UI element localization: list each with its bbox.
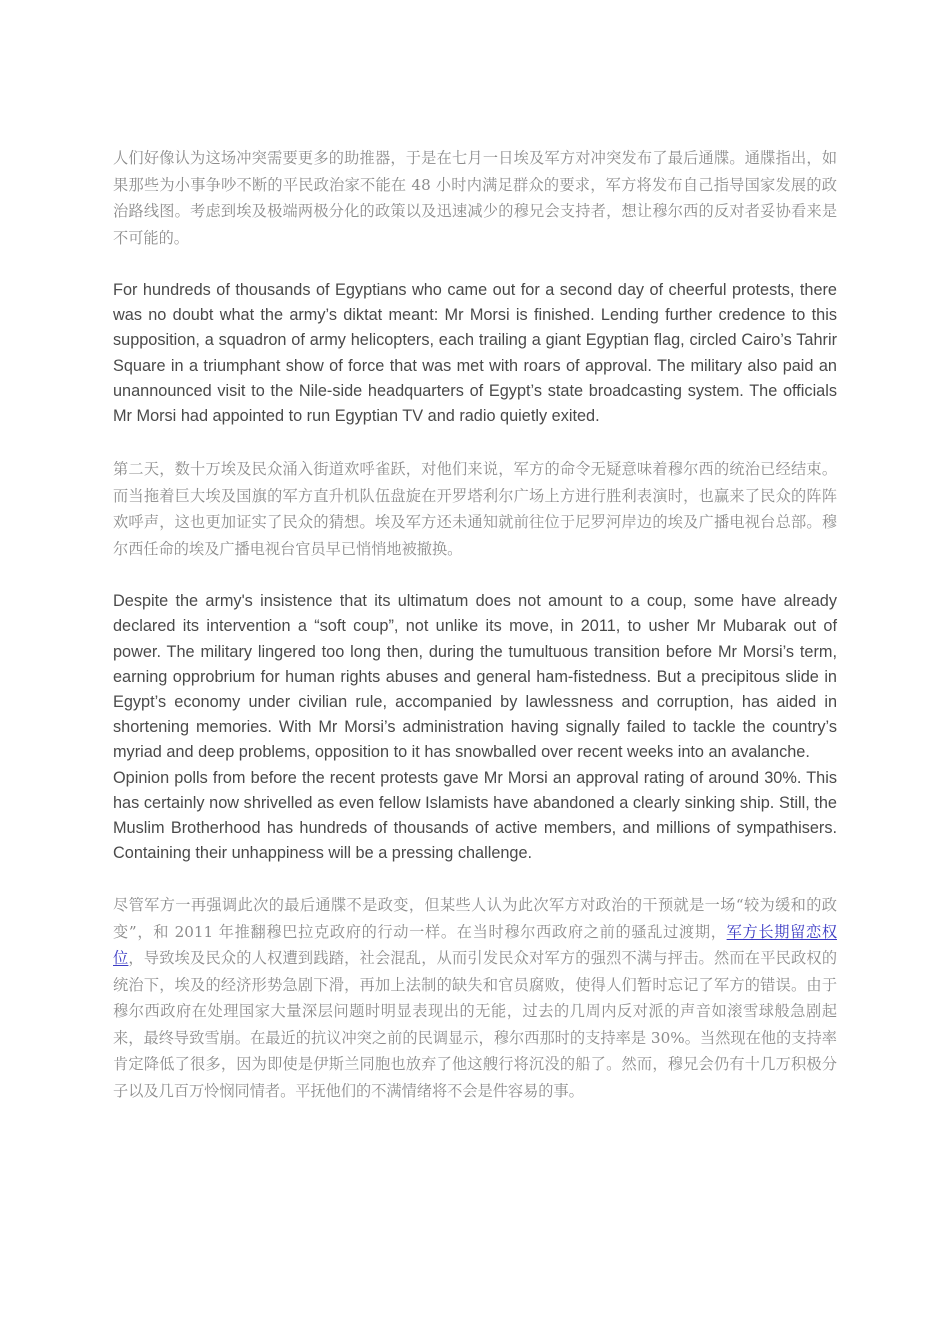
paragraph-spacer (113, 562, 837, 589)
paragraph-spacer (113, 429, 837, 456)
article-body (113, 145, 837, 1104)
paragraph-chinese-2: 第二天，数十万埃及民众涌入街道欢呼雀跃，对他们来说，军方的命令无疑意味着穆尔西的统治已经结束。而当拖着巨大埃及国旗的军方直升机队伍盘旋在开罗塔利尔广场上方进行胜利表演时，也赢来了民众的阵阵欢呼声，这也更加证实了民众的猜想。埃及军方还未通知就前往位于尼罗河岸边的埃及广播电视台总部。穆尔西任命的埃及广播电视台官员早已悄悄地被撤换。 (113, 460, 837, 558)
paragraph-chinese-1: 人们好像认为这场冲突需要更多的助推器，于是在七月一日埃及军方对冲突发布了最后通牒。通牒指出，如果那些为小事争吵不断的平民政治家不能在 48 小时内满足群众的要求，军方将发布自己指导国家发展的政治路线图。考虑到埃及极端两极分化的政策以及迅速减少的穆兄会支持者，想让穆尔西的反对者妥协看来是不可能的。 (113, 149, 837, 247)
paragraph-english-2: Despite the army's insistence that its ultimatum does not amount to a coup, some have already declared its intervention a “soft coup”, not unlike its move, in 2011, to usher Mr Mubarak out of power. The military lingered too long then, during the tumultuous transition before Mr Morsi’s term, earning opprobrium for human rights abuses and general ham-fistedness. But a precipitous slide in Egypt’s economy under civilian rule, accompanied by lawlessness and corruption, has aided in shortening memories. With Mr Morsi’s administration having signally failed to tackle the country’s myriad and deep problems, opposition to it has snowballed over recent weeks into an avalanche. (113, 592, 837, 762)
paragraph-spacer (113, 866, 837, 892)
paragraph-chinese-3-after-link: ，导致埃及民众的人权遭到践踏，社会混乱，从而引发民众对军方的强烈不满与抨击。然而在平民政权的统治下，埃及的经济形势急剧下滑，再加上法制的缺失和官员腐败，使得人们暂时忘记了军方的错误。由于穆尔西政府在处理国家大量深层问题时明显表现出的无能，过去的几周内反对派的声音如滚雪球般急剧起来，最终导致雪崩。在最近的抗议冲突之前的民调显示，穆尔西那时的支持率是 30%。当然现在他的支持率肯定降低了很多，因为即使是伊斯兰同胞也放弃了他这艘行将沉没的船了。然而，穆兄会仍有十几万积极分子以及几百万怜悯同情者。平抚他们的不满情绪将不会是件容易的事。 (113, 949, 838, 1100)
paragraph-chinese-3-before-link: 尽管军方一再强调此次的最后通牒不是政变，但某些人认为此次军方对政治的干预就是一场“较为缓和的政变”，和 2011 年推翻穆巴拉克政府的行动一样。在当时穆尔西政府之前的骚乱过渡期， (113, 896, 837, 941)
inline-link-military-power[interactable]: 军方长期留恋权位 (113, 922, 838, 968)
paragraph-spacer (113, 251, 837, 278)
paragraph-english-3: Opinion polls from before the recent protests gave Mr Morsi an approval rating of around 30%. This has certainly now shrivelled as even fellow Islamists have abandoned a clearly sinking ship. Still, the Muslim Brotherhood has hundreds of thousands of active members, and millions of sympathisers. Containing their unhappiness will be a pressing challenge. (113, 768, 837, 863)
paragraph-chinese-3 (113, 892, 837, 1104)
paragraph-english-1: For hundreds of thousands of Egyptians who came out for a second day of cheerful protests, there was no doubt what the army’s diktat meant: Mr Morsi is finished. Lending further credence to this supposition, a squadron of army helicopters, each trailing a giant Egyptian flag, circled Cairo’s Tahrir Square in a triumphant show of force that was met with roars of approval. The military also paid an unannounced visit to the Nile-side headquarters of Egypt’s state broadcasting system. The officials Mr Morsi had appointed to run Egyptian TV and radio quietly exited. (113, 281, 837, 426)
